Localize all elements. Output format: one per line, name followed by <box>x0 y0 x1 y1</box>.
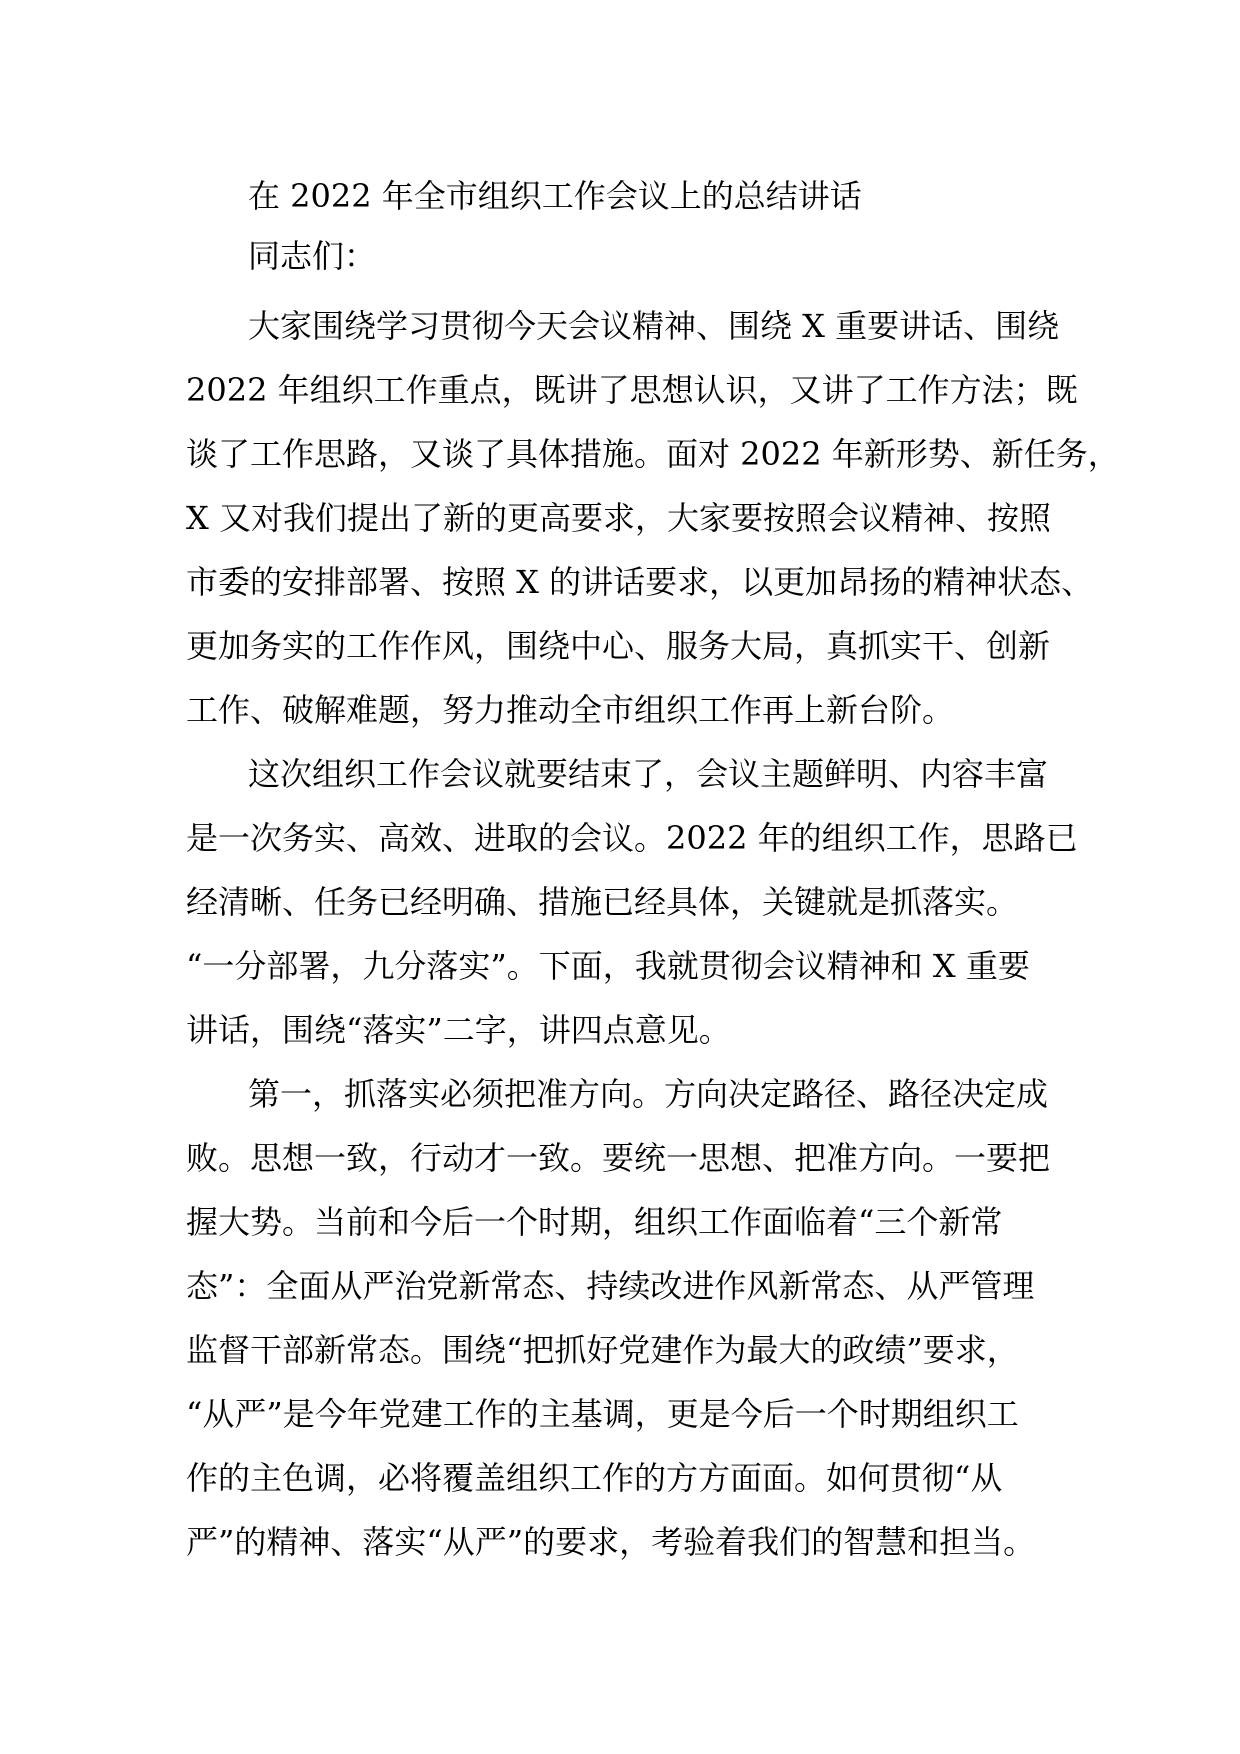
text-line: 严”的精神、落实“从严”的要求，考验着我们的智慧和担当。 <box>186 1523 1036 1561</box>
text-line: “从严”是今年党建工作的主基调，更是今后一个时期组织工 <box>186 1395 1019 1433</box>
text-line: 大家围绕学习贯彻今天会议精神、围绕 X 重要讲话、围绕 <box>248 307 1060 345</box>
text-line: “一分部署，九分落实”。下面，我就贯彻会议精神和 X 重要 <box>186 947 1030 985</box>
text-line: 握大势。当前和今后一个时期，组织工作面临着“三个新常 <box>186 1203 1003 1241</box>
text-line: 这次组织工作会议就要结束了，会议主题鲜明、内容丰富 <box>248 755 1049 793</box>
text-line: 工作、破解难题，努力推动全市组织工作再上新台阶。 <box>186 691 955 729</box>
text-line: 市委的安排部署、按照 X 的讲话要求，以更加昂扬的精神状态、 <box>186 563 1094 601</box>
text-line: 谈了工作思路，又谈了具体措施。面对 2022 年新形势、新任务， <box>186 435 1120 473</box>
text-line: 经清晰、任务已经明确、措施已经具体，关键就是抓落实。 <box>186 883 1019 921</box>
text-line: 监督干部新常态。围绕“把抓好党建作为最大的政绩”要求， <box>186 1331 1019 1369</box>
page-title: 在 2022 年全市组织工作会议上的总结讲话 <box>248 177 862 215</box>
text-line: 败。思想一致，行动才一致。要统一思想、把准方向。一要把 <box>186 1139 1051 1177</box>
text-line: 是一次务实、高效、进取的会议。2022 年的组织工作，思路已 <box>186 819 1078 857</box>
text-line: 第一，抓落实必须把准方向。方向决定路径、路径决定成 <box>248 1075 1049 1113</box>
text-line: 2022 年组织工作重点，既讲了思想认识，又讲了工作方法；既 <box>186 371 1078 409</box>
salutation: 同志们： <box>248 237 377 275</box>
text-line: X 又对我们提出了新的更高要求，大家要按照会议精神、按照 <box>186 499 1051 537</box>
text-line: 讲话，围绕“落实”二字，讲四点意见。 <box>186 1011 731 1049</box>
text-line: 更加务实的工作作风，围绕中心、服务大局，真抓实干、创新 <box>186 627 1051 665</box>
text-line: 作的主色调，必将覆盖组织工作的方方面面。如何贯彻“从 <box>186 1459 1003 1497</box>
text-line: 态”：全面从严治党新常态、持续改进作风新常态、从严管理 <box>186 1267 1035 1305</box>
